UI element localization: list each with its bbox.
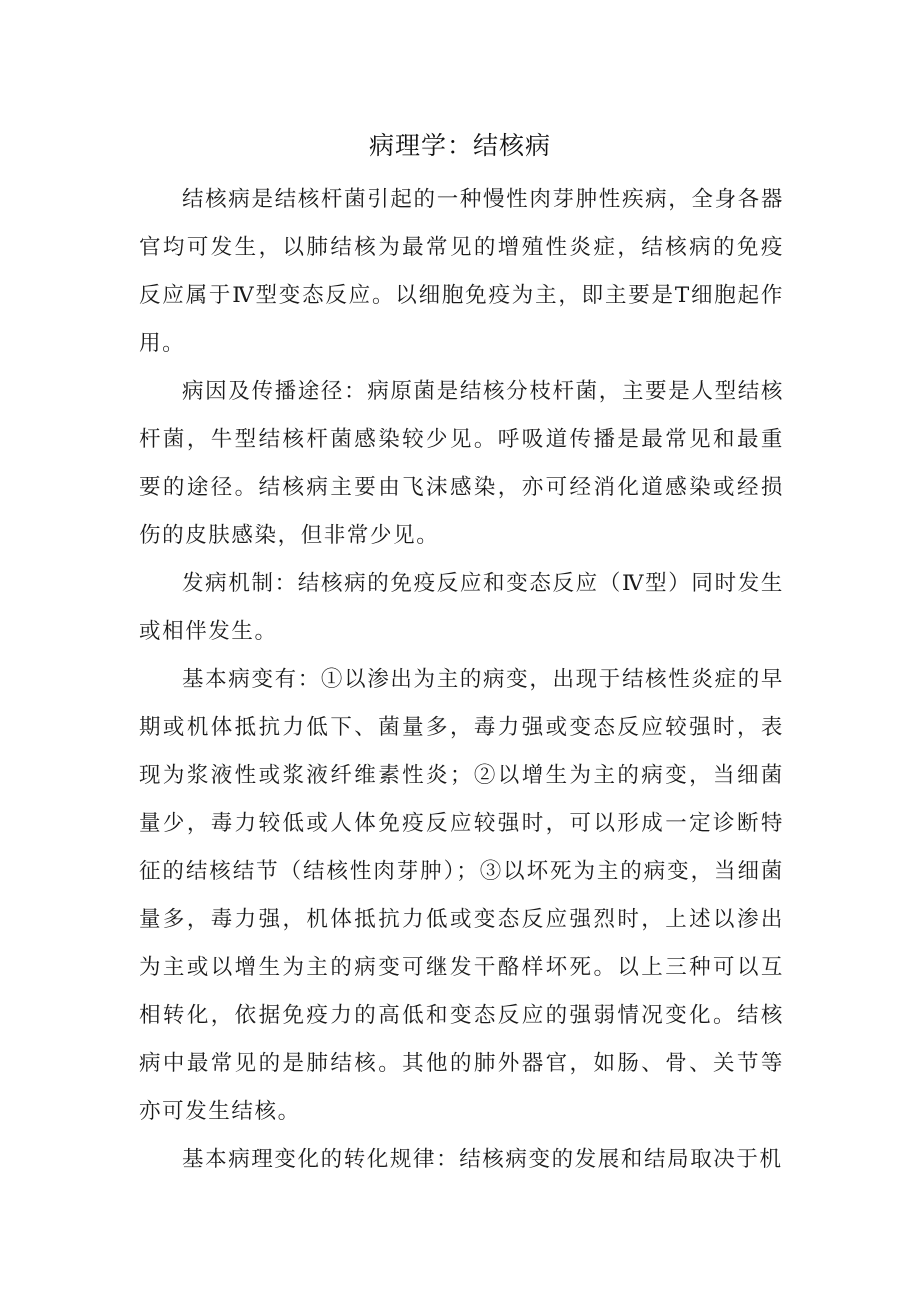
- document-body: [139, 176, 784, 1184]
- paragraph-etiology: 病因及传播途径：病原菌是结核分枝杆菌，主要是人型结核杆菌，牛型结核杆菌感染较少见。呼吸道传播是最常见和最重要的途径。结核病主要由飞沫感染，亦可经消化道感染或经损伤的皮肤感染，但非常少见。: [139, 379, 784, 548]
- paragraph-basic-lesions: 基本病变有：①以渗出为主的病变，出现于结核性炎症的早期或机体抵抗力低下、菌量多，毒力强或变态反应较强时，表现为浆液性或浆液纤维素性炎；②以增生为主的病变，当细菌量少，毒力较低或人体免疫反应较强时，可以形成一定诊断特征的结核结节（结核性肉芽肿）；③以坏死为主的病变，当细菌量多，毒力强，机体抵抗力低或变态反应强烈时，上述以渗出为主或以增生为主的病变可继发干酪样坏死。以上三种可以互相转化，依据免疫力的高低和变态反应的强弱情况变化。结核病中最常见的是肺结核。其他的肺外器官，如肠、骨、关节等亦可发生结核。: [139, 667, 784, 1124]
- paragraph-transformation: 基本病理变化的转化规律：结核病变的发展和结局取决于机: [182, 1147, 783, 1172]
- paragraph-pathogenesis: 发病机制：结核病的免疫反应和变态反应（Ⅳ型）同时发生或相伴发生。: [139, 571, 784, 644]
- document-title: 病理学：结核病: [368, 131, 551, 160]
- paragraph-overview: 结核病是结核杆菌引起的一种慢性肉芽肿性疾病，全身各器官均可发生，以肺结核为最常见的增殖性炎症，结核病的免疫反应属于Ⅳ型变态反应。以细胞免疫为主，即主要是T细胞起作用。: [139, 187, 784, 356]
